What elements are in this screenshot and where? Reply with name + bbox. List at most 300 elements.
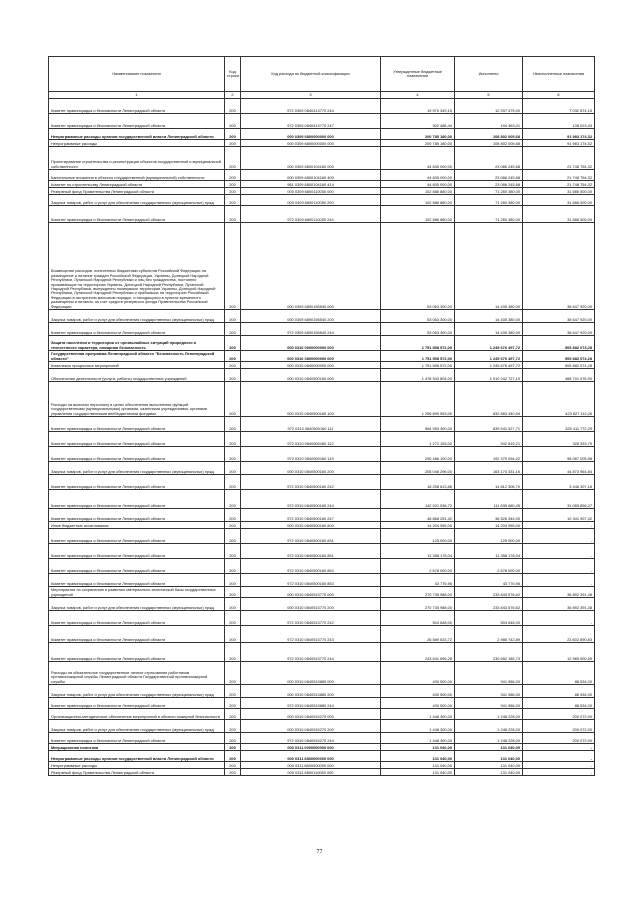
header-classification-code: Код расхода по бюджетной классификации: [241, 57, 381, 92]
row-unexecuted-amount: 36 892 391,38: [523, 598, 595, 611]
row-executed-amount: 1 248 228,00: [455, 733, 523, 744]
row-unexecuted-amount: 3 446 307,16: [523, 475, 595, 490]
row-approved-amount: 44 835 000,00: [381, 147, 455, 170]
row-line-code: 200: [225, 509, 241, 522]
row-classification-code: 000 0309 6800104160 400: [241, 170, 381, 181]
table-row: [49, 559, 595, 574]
row-approved-amount: 131 040,00: [381, 769, 455, 776]
row-executed-amount: 108 802 005,68: [455, 129, 523, 140]
row-executed-amount: 131 040,00: [455, 751, 523, 762]
row-unexecuted-amount: 21 748 754,32: [523, 170, 595, 181]
row-classification-code: 972 0310 0840500160 244: [241, 490, 381, 509]
row-line-code: 200: [225, 447, 241, 462]
row-unexecuted-amount: 325 411 772,29: [523, 417, 595, 432]
row-classification-code: 972 0310 0840500160 851: [241, 544, 381, 559]
row-executed-amount: 14 435 380,00: [455, 323, 523, 336]
table-row: [49, 685, 595, 698]
header-indicator-name: Наименование показателя: [49, 57, 225, 92]
row-line-code: 200: [225, 140, 241, 147]
row-line-code: 200: [225, 720, 241, 733]
row-indicator-name: Непрограммные расходы: [49, 762, 225, 769]
row-indicator-name: Комитет правопорядка и безопасности Ленинградской области: [49, 559, 225, 574]
row-line-code: 200: [225, 310, 241, 323]
row-approved-amount: 1 751 558 572,00: [381, 351, 455, 362]
row-indicator-name: Комитет правопорядка и безопасности Ленинградской области: [49, 509, 225, 522]
table-row: [49, 751, 595, 762]
row-classification-code: 000 0311 6800110050 000: [241, 769, 381, 776]
row-approved-amount: 44 835 000,00: [381, 181, 455, 188]
table-row: [49, 336, 595, 351]
row-classification-code: 000 0310 0840515270 200: [241, 720, 381, 733]
row-approved-amount: 102 886 880,00: [381, 188, 455, 195]
row-indicator-name: Закупка товаров, работ и услуг для обеспечения государственных (муниципальных) нужд: [49, 310, 225, 323]
row-line-code: 200: [225, 643, 241, 662]
row-line-code: 200: [225, 522, 241, 529]
column-number: 5: [455, 92, 523, 99]
row-unexecuted-amount: 21 748 754,32: [523, 181, 595, 188]
table-row: [49, 733, 595, 744]
row-unexecuted-amount: 200 072,00: [523, 720, 595, 733]
row-line-code: 200: [225, 662, 241, 685]
row-classification-code: 972 0310 0840500160 247: [241, 509, 381, 522]
row-executed-amount: 11 358 178,04: [455, 544, 523, 559]
row-line-code: 200: [225, 574, 241, 587]
row-executed-amount: 832 863 440,94: [455, 382, 523, 417]
row-classification-code: 972 0310 0840500160 852: [241, 559, 381, 574]
budget-report-page: [48, 56, 594, 776]
table-row: [49, 195, 595, 206]
row-classification-code: 000 0309 6800000000 000: [241, 140, 381, 147]
row-unexecuted-amount: -: [523, 769, 595, 776]
row-executed-amount: 163 174 331,16: [455, 462, 523, 475]
table-row: [49, 382, 595, 417]
row-approved-amount: 11 358 178,04: [381, 544, 455, 559]
row-line-code: 200: [225, 432, 241, 447]
row-line-code: 200: [225, 129, 241, 140]
row-executed-amount: 942 819,21: [455, 432, 523, 447]
row-unexecuted-amount: 91 983 174,32: [523, 140, 595, 147]
row-unexecuted-amount: -: [523, 529, 595, 544]
table-row: [49, 351, 595, 362]
row-unexecuted-amount: 10 341 907,42: [523, 509, 595, 522]
row-indicator-name: Организационно-методическое обеспечение мероприятий в области пожарной безопасности: [49, 709, 225, 720]
row-classification-code: 972 0309 6800110050 244: [241, 206, 381, 223]
table-row: [49, 432, 595, 447]
row-indicator-name: Комитет правопорядка и безопасности Ленинградской области: [49, 475, 225, 490]
row-indicator-name: Комитет правопорядка и безопасности Ленинградской области: [49, 529, 225, 544]
row-approved-amount: 302 486,44: [381, 114, 455, 129]
row-approved-amount: 1 448 300,00: [381, 720, 455, 733]
row-classification-code: 000 0310 0840515270 000: [241, 709, 381, 720]
table-row: [49, 762, 595, 769]
row-indicator-name: Комитет правопорядка и безопасности Ленинградской области: [49, 698, 225, 709]
row-classification-code: 972 0310 0840500160 242: [241, 475, 381, 490]
row-executed-amount: 1 248 228,00: [455, 709, 523, 720]
table-row: [49, 626, 595, 643]
table-row: [49, 206, 595, 223]
row-approved-amount: 44 835 000,00: [381, 170, 455, 181]
table-row: [49, 522, 595, 529]
row-executed-amount: 131 040,00: [455, 769, 523, 776]
row-approved-amount: 1 478 943 804,00: [381, 369, 455, 382]
row-indicator-name: Непрограммные расходы органов государственной власти Ленинградской области: [49, 129, 225, 140]
row-indicator-name: Комитет правопорядка и безопасности Ленинградской области: [49, 323, 225, 336]
row-line-code: 200: [225, 698, 241, 709]
row-unexecuted-amount: -: [523, 751, 595, 762]
row-classification-code: 972 0310 0840500160 119: [241, 447, 381, 462]
row-classification-code: 000 0309 6800104160 000: [241, 147, 381, 170]
page-number: 77: [316, 849, 323, 855]
row-executed-amount: 108 802 005,68: [455, 140, 523, 147]
row-executed-amount: 2 678 000,00: [455, 559, 523, 574]
header-unexecuted: Неисполненные назначения: [523, 57, 595, 92]
row-executed-amount: 1 245 676 497,72: [455, 351, 523, 362]
column-number: 2: [225, 92, 241, 99]
row-indicator-name: Комитет правопорядка и безопасности Ленинградской области: [49, 206, 225, 223]
table-row: [49, 475, 595, 490]
row-unexecuted-amount: 31 586 500,00: [523, 206, 595, 223]
row-unexecuted-amount: 31 586 500,00: [523, 188, 595, 195]
row-unexecuted-amount: 328 333,79: [523, 432, 595, 447]
table-row: [49, 310, 595, 323]
row-line-code: 200: [225, 369, 241, 382]
row-approved-amount: 14 204 955,00: [381, 522, 455, 529]
row-approved-amount: 430 500,00: [381, 698, 455, 709]
row-classification-code: 972 0309 0840413770 244: [241, 99, 381, 114]
row-line-code: 200: [225, 195, 241, 206]
row-indicator-name: Обеспечение деятельности (услуги, работы) государственных учреждений: [49, 369, 225, 382]
row-approved-amount: 102 886 880,00: [381, 195, 455, 206]
row-classification-code: 972 0309 6890156540 244: [241, 323, 381, 336]
row-classification-code: 000 0310 0840500160 000: [241, 369, 381, 382]
row-approved-amount: 504 648,00: [381, 611, 455, 626]
row-executed-amount: 131 040,00: [455, 744, 523, 751]
row-executed-amount: 23 086 245,68: [455, 170, 523, 181]
row-classification-code: 000 0310 0840513770 200: [241, 598, 381, 611]
row-indicator-name: Миграционная политика: [49, 744, 225, 751]
row-indicator-name: Проектирование строительства и реконструкции объектов государственной и муниципальной собственности: [49, 147, 225, 170]
row-unexecuted-amount: 88 534,00: [523, 698, 595, 709]
row-approved-amount: 270 735 988,00: [381, 587, 455, 598]
row-line-code: 200: [225, 685, 241, 698]
row-classification-code: 972 0310 0840513770 243: [241, 626, 381, 643]
row-classification-code: 000 0309 6890156540 000: [241, 223, 381, 310]
row-indicator-name: Непрограммные расходы: [49, 140, 225, 147]
row-approved-amount: 19 970 349,15: [381, 99, 455, 114]
row-line-code: 200: [225, 490, 241, 509]
row-line-code: 200: [225, 170, 241, 181]
row-indicator-name: Комитет правопорядка и безопасности Ленинградской области: [49, 432, 225, 447]
row-executed-amount: 43 776,96: [455, 574, 523, 587]
row-executed-amount: 14 435 380,00: [455, 223, 523, 310]
row-approved-amount: 964 953 300,00: [381, 417, 455, 432]
table-row: [49, 129, 595, 140]
row-indicator-name: Капитальные вложения в объекты государственной (муниципальной) собственности: [49, 170, 225, 181]
row-classification-code: 000 0310 0840000000 000: [241, 362, 381, 369]
row-executed-amount: 1 245 676 497,72: [455, 336, 523, 351]
row-executed-amount: 639 541 527,71: [455, 417, 523, 432]
row-indicator-name: Комитет правопорядка и безопасности Ленинградской области: [49, 417, 225, 432]
row-executed-amount: 230 652 185,73: [455, 643, 523, 662]
row-classification-code: 972 0310 0840500160 111: [241, 417, 381, 432]
row-executed-amount: 14 204 955,00: [455, 522, 523, 529]
row-classification-code: 972 0310 0840513880 244: [241, 698, 381, 709]
row-classification-code: 981 0309 6800104160 414: [241, 181, 381, 188]
row-approved-amount: 1 448 300,00: [381, 709, 455, 720]
table-row: [49, 698, 595, 709]
row-approved-amount: 243 641 696,28: [381, 643, 455, 662]
row-line-code: 200: [225, 733, 241, 744]
table-row: [49, 544, 595, 559]
row-approved-amount: 53 063 300,00: [381, 310, 455, 323]
table-row: [49, 574, 595, 587]
row-classification-code: 000 0311 0000000000 000: [241, 744, 381, 751]
row-indicator-name: Комитет правопорядка и безопасности Ленинградской области: [49, 544, 225, 559]
row-classification-code: 000 0310 0840513770 000: [241, 587, 381, 598]
row-executed-amount: 233 843 576,62: [455, 598, 523, 611]
row-line-code: 200: [225, 99, 241, 114]
row-approved-amount: 1 751 558 572,00: [381, 362, 455, 369]
row-unexecuted-amount: -: [523, 522, 595, 529]
table-row: [49, 462, 595, 475]
row-unexecuted-amount: 88 534,00: [523, 662, 595, 685]
table-row: [49, 181, 595, 188]
row-approved-amount: 200 785 180,00: [381, 129, 455, 140]
row-classification-code: 972 0309 0840413770 247: [241, 114, 381, 129]
row-indicator-name: Комитет правопорядка и безопасности Ленинградской области: [49, 611, 225, 626]
row-indicator-name: Комитет правопорядка и безопасности Ленинградской области: [49, 643, 225, 662]
row-classification-code: 000 0310 0000000000 000: [241, 336, 381, 351]
row-unexecuted-amount: 44 873 964,84: [523, 462, 595, 475]
table-row: [49, 611, 595, 626]
row-line-code: 200: [225, 147, 241, 170]
row-indicator-name: Комплексы процессных мероприятий: [49, 362, 225, 369]
row-indicator-name: Комитет правопорядка и безопасности Ленинградской области: [49, 99, 225, 114]
column-number: 6: [523, 92, 595, 99]
row-executed-amount: 71 280 380,00: [455, 195, 523, 206]
row-executed-amount: 1 248 228,00: [455, 720, 523, 733]
table-row: [49, 417, 595, 432]
row-unexecuted-amount: 12 989 500,55: [523, 643, 595, 662]
row-unexecuted-amount: 38 647 920,00: [523, 310, 595, 323]
row-executed-amount: 71 280 380,00: [455, 206, 523, 223]
row-line-code: 200: [225, 529, 241, 544]
table-body: [49, 99, 595, 776]
row-executed-amount: 194 463,01: [455, 114, 523, 129]
row-classification-code: 000 0309 6800110050 000: [241, 188, 381, 195]
row-line-code: 200: [225, 114, 241, 129]
row-classification-code: 000 0309 6890156540 200: [241, 310, 381, 323]
row-executed-amount: 1 010 242 727,10: [455, 369, 523, 382]
row-indicator-name: Комитет правопорядка и безопасности Ленинградской области: [49, 733, 225, 744]
row-classification-code: 000 0310 0840500160 200: [241, 462, 381, 475]
row-executed-amount: 341 966,00: [455, 698, 523, 709]
row-classification-code: 000 0310 0840500160 800: [241, 522, 381, 529]
table-row: [49, 188, 595, 195]
table-row: [49, 509, 595, 522]
table-row: [49, 323, 595, 336]
row-unexecuted-amount: 505 882 074,28: [523, 362, 595, 369]
row-approved-amount: 102 886 880,00: [381, 206, 455, 223]
budget-execution-table: [48, 56, 595, 776]
row-unexecuted-amount: 468 701 076,90: [523, 369, 595, 382]
row-executed-amount: 192 379 094,02: [455, 447, 523, 462]
row-approved-amount: 131 040,00: [381, 762, 455, 769]
row-indicator-name: Комитет правопорядка и безопасности Ленинградской области: [49, 626, 225, 643]
row-approved-amount: 43 776,96: [381, 574, 455, 587]
row-approved-amount: 208 048 296,00: [381, 462, 455, 475]
row-approved-amount: 430 500,00: [381, 662, 455, 685]
row-unexecuted-amount: 38 647 920,00: [523, 323, 595, 336]
table-row: [49, 720, 595, 733]
row-line-code: 200: [225, 544, 241, 559]
row-approved-amount: 18 258 613,86: [381, 475, 455, 490]
row-executed-amount: 36 526 344,00: [455, 509, 523, 522]
table-row: [49, 643, 595, 662]
row-line-code: 200: [225, 709, 241, 720]
row-unexecuted-amount: 200 072,00: [523, 709, 595, 720]
row-indicator-name: Резервный фонд Правительства Ленинградской области: [49, 188, 225, 195]
table-row: [49, 709, 595, 720]
row-line-code: 200: [225, 751, 241, 762]
row-line-code: 200: [225, 362, 241, 369]
header-executed: Исполнено: [455, 57, 523, 92]
row-unexecuted-amount: 200 072,00: [523, 733, 595, 744]
row-approved-amount: 270 735 988,00: [381, 598, 455, 611]
table-row: [49, 223, 595, 310]
row-line-code: 200: [225, 223, 241, 310]
row-line-code: 200: [225, 323, 241, 336]
row-approved-amount: 290 466 100,00: [381, 447, 455, 462]
row-indicator-name: Комитет правопорядка и безопасности Ленинградской области: [49, 114, 225, 129]
row-approved-amount: 200 785 180,00: [381, 140, 455, 147]
row-line-code: 200: [225, 351, 241, 362]
row-executed-amount: 131 040,00: [455, 762, 523, 769]
row-line-code: 200: [225, 587, 241, 598]
row-unexecuted-amount: -: [523, 574, 595, 587]
row-line-code: 200: [225, 559, 241, 574]
row-executed-amount: 111 835 680,45: [455, 490, 523, 509]
row-classification-code: 972 0310 0840513770 244: [241, 643, 381, 662]
row-executed-amount: 341 966,00: [455, 685, 523, 698]
row-classification-code: 972 0310 0840500160 112: [241, 432, 381, 447]
row-line-code: 200: [225, 475, 241, 490]
row-unexecuted-amount: 7 032 874,15: [523, 99, 595, 114]
row-unexecuted-amount: 505 882 074,28: [523, 351, 595, 362]
table-row: [49, 447, 595, 462]
table-row: [49, 529, 595, 544]
column-number: 4: [381, 92, 455, 99]
column-number: 1: [49, 92, 225, 99]
row-executed-amount: 14 812 306,70: [455, 475, 523, 490]
row-executed-amount: 504 648,00: [455, 611, 523, 626]
row-classification-code: 972 0310 0840515270 244: [241, 733, 381, 744]
row-indicator-name: Защита населения и территории от чрезвычайных ситуаций природного и техногенного характера, пожарная безопасность: [49, 336, 225, 351]
row-classification-code: 972 0310 0840500160 853: [241, 574, 381, 587]
row-line-code: 200: [225, 598, 241, 611]
table-row: [49, 147, 595, 170]
row-indicator-name: Мероприятия по сохранению и развитию материально-технической базы государственных учреждений: [49, 587, 225, 598]
row-indicator-name: Комитет по строительству Ленинградской области: [49, 181, 225, 188]
header-line-code: Код строки: [225, 57, 241, 92]
row-unexecuted-amount: 38 647 920,00: [523, 223, 595, 310]
row-classification-code: 972 0310 0840513770 242: [241, 611, 381, 626]
row-approved-amount: 430 500,00: [381, 685, 455, 698]
row-line-code: 200: [225, 762, 241, 769]
header-approved: Утвержденные бюджетные назначения: [381, 57, 455, 92]
row-line-code: 200: [225, 462, 241, 475]
row-unexecuted-amount: 98 087 005,98: [523, 447, 595, 462]
row-approved-amount: 53 063 300,00: [381, 223, 455, 310]
row-approved-amount: 53 063 300,00: [381, 323, 455, 336]
row-indicator-name: Возмещение расходов, понесенных бюджетами субъектов Российской Федерации на размещение и питание граждан Российской Федерации, Украины, Донецкой Народной Республики, Луганской Народной Республики и лиц без гражданства, постоянно проживающих на территориях Украины, Донецкой Народной Республики, Луганской Народной Республики, вынужденно покинувших территории Украины, Донецкой Народной Республики, Луганской Народной Республики и прибывших на территорию Российской Федерации в экстренном массовом порядке, и находящихся в пунктах временного размещения и питания, за счет средств резервного фонда Правительства Российской Федерации: [49, 223, 225, 310]
table-row: [49, 662, 595, 685]
table-row: [49, 99, 595, 114]
row-classification-code: 000 0311 6800000000 000: [241, 762, 381, 769]
row-unexecuted-amount: 423 827 112,06: [523, 382, 595, 417]
row-unexecuted-amount: 31 085 856,27: [523, 490, 595, 509]
table-row: [49, 490, 595, 509]
row-executed-amount: 1 245 676 497,72: [455, 362, 523, 369]
row-executed-amount: 14 435 380,00: [455, 310, 523, 323]
table-row: [49, 114, 595, 129]
row-classification-code: 000 0310 0840500160 100: [241, 382, 381, 417]
row-executed-amount: 125 000,00: [455, 529, 523, 544]
row-approved-amount: 46 868 251,42: [381, 509, 455, 522]
row-executed-amount: 2 986 742,89: [455, 626, 523, 643]
row-unexecuted-amount: -: [523, 611, 595, 626]
row-indicator-name: Иные бюджетные ассигнования: [49, 522, 225, 529]
row-line-code: 200: [225, 417, 241, 432]
table-row: [49, 170, 595, 181]
row-line-code: 200: [225, 769, 241, 776]
row-approved-amount: 1 751 558 572,00: [381, 336, 455, 351]
row-indicator-name: Расходы на выплаты персоналу в целях обеспечения выполнения функций государственными (муниципальными) органами, казенными учреждениями, органами управления государственными внебюджетными фондами: [49, 382, 225, 417]
row-unexecuted-amount: 91 983 174,32: [523, 129, 595, 140]
table-row: [49, 140, 595, 147]
row-classification-code: 000 0309 6800000000 000: [241, 129, 381, 140]
row-line-code: 200: [225, 336, 241, 351]
row-executed-amount: 23 086 245,68: [455, 147, 523, 170]
row-line-code: 200: [225, 206, 241, 223]
row-line-code: 200: [225, 181, 241, 188]
row-approved-amount: 131 040,00: [381, 744, 455, 751]
table-row: [49, 769, 595, 776]
row-indicator-name: Комитет правопорядка и безопасности Ленинградской области: [49, 490, 225, 509]
row-approved-amount: 2 678 000,00: [381, 559, 455, 574]
row-approved-amount: 26 589 633,72: [381, 626, 455, 643]
row-indicator-name: Закупка товаров, работ и услуг для обеспечения государственных (муниципальных) нужд: [49, 195, 225, 206]
row-line-code: 200: [225, 626, 241, 643]
row-indicator-name: Расходы на обязательное государственное личное страхование работников противопожарной службы Ленинградской области Государственной противопожарной службы: [49, 662, 225, 685]
row-approved-amount: 1 256 690 553,00: [381, 382, 455, 417]
row-unexecuted-amount: 505 882 074,28: [523, 336, 595, 351]
row-unexecuted-amount: 23 602 890,83: [523, 626, 595, 643]
row-executed-amount: 233 843 576,62: [455, 587, 523, 598]
row-classification-code: 000 0310 0840513880 000: [241, 662, 381, 685]
row-unexecuted-amount: 36 892 391,38: [523, 587, 595, 598]
row-unexecuted-amount: 21 748 754,32: [523, 147, 595, 170]
column-number: 3: [241, 92, 381, 99]
row-approved-amount: 1 271 153,00: [381, 432, 455, 447]
row-executed-amount: 23 086 245,68: [455, 181, 523, 188]
row-line-code: 200: [225, 188, 241, 195]
row-unexecuted-amount: -: [523, 544, 595, 559]
row-unexecuted-amount: 31 586 500,00: [523, 195, 595, 206]
table-row: [49, 369, 595, 382]
row-approved-amount: 1 448 300,00: [381, 733, 455, 744]
row-approved-amount: 125 000,00: [381, 529, 455, 544]
